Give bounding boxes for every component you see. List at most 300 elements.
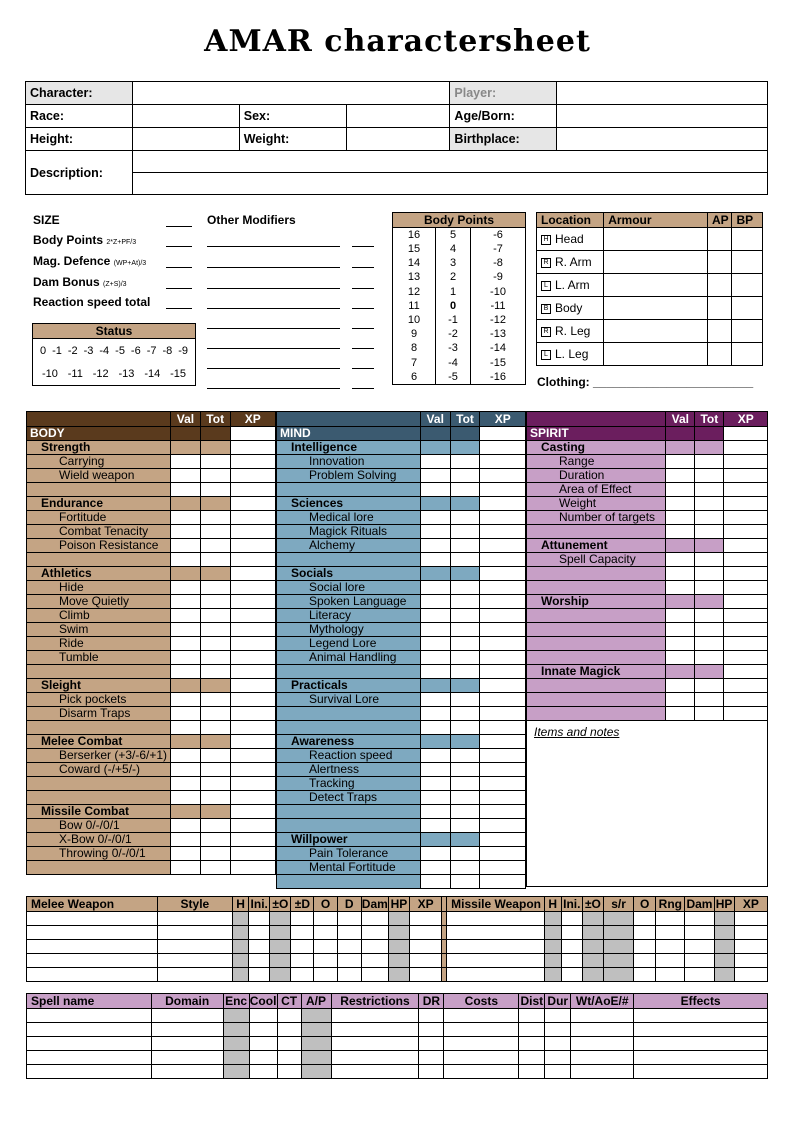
skill-value-cell[interactable] — [724, 651, 768, 665]
modifier-line[interactable] — [207, 267, 340, 268]
skill-value-cell[interactable] — [480, 581, 526, 595]
spell-cell[interactable] — [249, 1037, 277, 1051]
skill-value-cell[interactable] — [171, 749, 201, 763]
melee-cell[interactable] — [233, 940, 249, 954]
spell-cell[interactable] — [301, 1009, 331, 1023]
spell-cell[interactable] — [223, 1051, 249, 1065]
missile-cell[interactable] — [561, 940, 582, 954]
skill-value-cell[interactable] — [230, 623, 275, 637]
skill-value-cell[interactable] — [230, 777, 275, 791]
missile-cell[interactable] — [582, 926, 603, 940]
skill-value-cell[interactable] — [695, 651, 724, 665]
armour-cell[interactable] — [732, 343, 763, 366]
melee-cell[interactable] — [291, 926, 314, 940]
skill-value-cell[interactable] — [480, 833, 526, 847]
modifier-val-line[interactable] — [352, 328, 374, 329]
skill-value-cell[interactable] — [171, 833, 201, 847]
melee-cell[interactable] — [291, 940, 314, 954]
skill-value-cell[interactable] — [480, 609, 526, 623]
race-field[interactable] — [132, 105, 239, 128]
spell-cell[interactable] — [277, 1037, 301, 1051]
spell-cell[interactable] — [277, 1009, 301, 1023]
skill-value-cell[interactable] — [420, 875, 450, 889]
modifier-line[interactable] — [207, 328, 340, 329]
birthplace-field[interactable] — [557, 128, 768, 151]
skill-value-cell[interactable] — [480, 693, 526, 707]
skill-value-cell[interactable] — [695, 511, 724, 525]
melee-cell[interactable] — [27, 940, 158, 954]
skill-value-cell[interactable] — [480, 763, 526, 777]
rs-line[interactable] — [166, 308, 192, 309]
bp-cell[interactable]: -7 — [471, 242, 526, 256]
skill-value-cell[interactable] — [480, 497, 526, 511]
skill-value-cell[interactable] — [450, 609, 480, 623]
spell-cell[interactable] — [444, 1023, 519, 1037]
skill-value-cell[interactable] — [450, 539, 480, 553]
missile-cell[interactable] — [656, 926, 685, 940]
missile-cell[interactable] — [734, 940, 767, 954]
armour-cell[interactable] — [708, 251, 732, 274]
skill-value-cell[interactable] — [200, 637, 230, 651]
skill-value-cell[interactable] — [171, 525, 201, 539]
skill-value-cell[interactable] — [724, 609, 768, 623]
bp-line[interactable] — [166, 246, 192, 247]
missile-cell[interactable] — [634, 912, 656, 926]
description-field-2[interactable] — [132, 173, 767, 195]
skill-value-cell[interactable] — [420, 679, 450, 693]
skill-value-cell[interactable] — [171, 455, 201, 469]
skill-value-cell[interactable] — [230, 469, 275, 483]
skill-value-cell[interactable] — [450, 623, 480, 637]
skill-value-cell[interactable] — [666, 567, 695, 581]
skill-value-cell[interactable] — [666, 497, 695, 511]
status-value[interactable]: -15 — [170, 367, 187, 380]
skill-value-cell[interactable] — [724, 581, 768, 595]
skill-value-cell[interactable] — [450, 861, 480, 875]
bp-cell[interactable]: 1 — [436, 285, 471, 299]
spell-cell[interactable] — [331, 1051, 419, 1065]
armour-cell[interactable] — [604, 320, 708, 343]
melee-cell[interactable] — [337, 954, 361, 968]
melee-cell[interactable] — [409, 968, 441, 982]
skill-value-cell[interactable] — [695, 539, 724, 553]
bp-cell[interactable]: 8 — [393, 341, 436, 355]
skill-value-cell[interactable] — [200, 455, 230, 469]
melee-cell[interactable] — [27, 912, 158, 926]
missile-cell[interactable] — [544, 926, 561, 940]
skill-value-cell[interactable] — [480, 847, 526, 861]
skill-value-cell[interactable] — [200, 609, 230, 623]
skill-value-cell[interactable] — [230, 539, 275, 553]
status-value[interactable]: -14 — [144, 367, 161, 380]
missile-cell[interactable] — [714, 912, 734, 926]
bp-cell[interactable]: 11 — [393, 299, 436, 313]
melee-cell[interactable] — [337, 940, 361, 954]
skill-value-cell[interactable] — [230, 455, 275, 469]
missile-cell[interactable] — [656, 912, 685, 926]
modifier-line[interactable] — [207, 388, 340, 389]
missile-cell[interactable] — [656, 940, 685, 954]
skill-value-cell[interactable] — [171, 623, 201, 637]
skill-value-cell[interactable] — [666, 623, 695, 637]
skill-value-cell[interactable] — [724, 679, 768, 693]
spell-cell[interactable] — [249, 1051, 277, 1065]
skill-value-cell[interactable] — [420, 707, 450, 721]
skill-value-cell[interactable] — [230, 833, 275, 847]
melee-cell[interactable] — [361, 940, 388, 954]
skill-value-cell[interactable] — [230, 567, 275, 581]
skill-value-cell[interactable] — [450, 707, 480, 721]
spell-cell[interactable] — [634, 1023, 768, 1037]
status-value[interactable]: -2 — [67, 344, 78, 357]
melee-cell[interactable] — [291, 912, 314, 926]
skill-value-cell[interactable] — [450, 847, 480, 861]
skill-value-cell[interactable] — [420, 833, 450, 847]
spell-cell[interactable] — [545, 1051, 571, 1065]
skill-value-cell[interactable] — [420, 525, 450, 539]
melee-cell[interactable] — [233, 954, 249, 968]
skill-value-cell[interactable] — [230, 511, 275, 525]
bp-cell[interactable]: 13 — [393, 270, 436, 284]
missile-cell[interactable] — [714, 926, 734, 940]
skill-value-cell[interactable] — [200, 539, 230, 553]
spell-cell[interactable] — [249, 1065, 277, 1079]
armour-cell[interactable] — [708, 320, 732, 343]
spell-cell[interactable] — [301, 1065, 331, 1079]
skill-value-cell[interactable] — [200, 861, 230, 875]
melee-cell[interactable] — [157, 926, 232, 940]
skill-value-cell[interactable] — [171, 637, 201, 651]
skill-value-cell[interactable] — [695, 581, 724, 595]
skill-value-cell[interactable] — [230, 665, 275, 679]
spell-cell[interactable] — [634, 1037, 768, 1051]
modifier-val-line[interactable] — [352, 246, 374, 247]
armour-cell[interactable] — [732, 274, 763, 297]
spell-cell[interactable] — [519, 1037, 545, 1051]
skill-value-cell[interactable] — [666, 539, 695, 553]
skill-value-cell[interactable] — [480, 595, 526, 609]
skill-value-cell[interactable] — [230, 637, 275, 651]
bp-cell[interactable]: 2 — [436, 270, 471, 284]
bp-cell[interactable]: -1 — [436, 313, 471, 327]
skill-value-cell[interactable] — [480, 819, 526, 833]
skill-value-cell[interactable] — [200, 623, 230, 637]
melee-cell[interactable] — [361, 912, 388, 926]
skill-value-cell[interactable] — [480, 623, 526, 637]
missile-cell[interactable] — [603, 940, 633, 954]
skill-value-cell[interactable] — [420, 861, 450, 875]
missile-cell[interactable] — [714, 954, 734, 968]
skill-value-cell[interactable] — [171, 469, 201, 483]
skill-value-cell[interactable] — [420, 819, 450, 833]
missile-cell[interactable] — [447, 926, 545, 940]
melee-cell[interactable] — [291, 968, 314, 982]
missile-cell[interactable] — [603, 968, 633, 982]
status-value[interactable]: -4 — [99, 344, 110, 357]
skill-value-cell[interactable] — [420, 497, 450, 511]
spell-cell[interactable] — [519, 1065, 545, 1079]
spell-cell[interactable] — [419, 1023, 444, 1037]
bp-cell[interactable]: -10 — [471, 285, 526, 299]
spell-cell[interactable] — [545, 1023, 571, 1037]
skill-value-cell[interactable] — [666, 553, 695, 567]
skill-value-cell[interactable] — [230, 441, 275, 455]
bp-cell[interactable]: 9 — [393, 327, 436, 341]
description-field-1[interactable] — [132, 151, 767, 173]
skill-value-cell[interactable] — [420, 567, 450, 581]
db-line[interactable] — [166, 288, 192, 289]
spell-cell[interactable] — [444, 1009, 519, 1023]
melee-cell[interactable] — [270, 968, 291, 982]
bp-cell[interactable]: -2 — [436, 327, 471, 341]
skill-value-cell[interactable] — [230, 721, 275, 735]
melee-cell[interactable] — [314, 912, 337, 926]
bp-cell[interactable]: 7 — [393, 356, 436, 370]
melee-cell[interactable] — [409, 912, 441, 926]
status-value[interactable]: -8 — [162, 344, 173, 357]
skill-value-cell[interactable] — [420, 623, 450, 637]
missile-cell[interactable] — [685, 968, 714, 982]
skill-value-cell[interactable] — [200, 483, 230, 497]
bp-cell[interactable]: 15 — [393, 242, 436, 256]
missile-cell[interactable] — [634, 954, 656, 968]
skill-value-cell[interactable] — [666, 637, 695, 651]
missile-cell[interactable] — [685, 954, 714, 968]
spell-cell[interactable] — [301, 1037, 331, 1051]
skill-value-cell[interactable] — [480, 707, 526, 721]
skill-value-cell[interactable] — [230, 819, 275, 833]
skill-value-cell[interactable] — [230, 651, 275, 665]
weight-field[interactable] — [346, 128, 450, 151]
skill-value-cell[interactable] — [480, 525, 526, 539]
skill-value-cell[interactable] — [450, 875, 480, 889]
skill-value-cell[interactable] — [480, 679, 526, 693]
armour-cell[interactable] — [732, 297, 763, 320]
skill-value-cell[interactable] — [200, 819, 230, 833]
modifier-val-line[interactable] — [352, 348, 374, 349]
missile-cell[interactable] — [656, 968, 685, 982]
skill-value-cell[interactable] — [450, 693, 480, 707]
melee-cell[interactable] — [249, 968, 270, 982]
spell-cell[interactable] — [419, 1051, 444, 1065]
spell-cell[interactable] — [634, 1009, 768, 1023]
skill-value-cell[interactable] — [695, 567, 724, 581]
skill-value-cell[interactable] — [666, 651, 695, 665]
modifier-line[interactable] — [207, 288, 340, 289]
melee-cell[interactable] — [157, 940, 232, 954]
melee-cell[interactable] — [233, 912, 249, 926]
missile-cell[interactable] — [447, 954, 545, 968]
missile-cell[interactable] — [447, 912, 545, 926]
skill-value-cell[interactable] — [171, 595, 201, 609]
spell-cell[interactable] — [223, 1037, 249, 1051]
missile-cell[interactable] — [634, 940, 656, 954]
skill-value-cell[interactable] — [695, 497, 724, 511]
skill-value-cell[interactable] — [420, 469, 450, 483]
missile-cell[interactable] — [447, 968, 545, 982]
armour-cell[interactable] — [604, 228, 708, 251]
melee-cell[interactable] — [249, 912, 270, 926]
skill-value-cell[interactable] — [666, 469, 695, 483]
skill-value-cell[interactable] — [450, 483, 480, 497]
skill-value-cell[interactable] — [450, 567, 480, 581]
bp-cell[interactable]: 12 — [393, 285, 436, 299]
skill-value-cell[interactable] — [420, 455, 450, 469]
missile-cell[interactable] — [544, 968, 561, 982]
spell-cell[interactable] — [571, 1051, 634, 1065]
spell-cell[interactable] — [519, 1009, 545, 1023]
skill-value-cell[interactable] — [450, 651, 480, 665]
missile-cell[interactable] — [561, 954, 582, 968]
spell-cell[interactable] — [277, 1065, 301, 1079]
melee-cell[interactable] — [270, 912, 291, 926]
skill-value-cell[interactable] — [420, 763, 450, 777]
spell-cell[interactable] — [301, 1051, 331, 1065]
melee-cell[interactable] — [314, 968, 337, 982]
skill-value-cell[interactable] — [450, 665, 480, 679]
skill-value-cell[interactable] — [666, 609, 695, 623]
skill-value-cell[interactable] — [724, 455, 768, 469]
skill-value-cell[interactable] — [230, 581, 275, 595]
skill-value-cell[interactable] — [171, 609, 201, 623]
skill-value-cell[interactable] — [480, 721, 526, 735]
modifier-val-line[interactable] — [352, 368, 374, 369]
skill-value-cell[interactable] — [200, 721, 230, 735]
skill-value-cell[interactable] — [420, 665, 450, 679]
skill-value-cell[interactable] — [450, 553, 480, 567]
armour-cell[interactable] — [732, 320, 763, 343]
skill-value-cell[interactable] — [480, 805, 526, 819]
bp-cell[interactable]: -9 — [471, 270, 526, 284]
melee-cell[interactable] — [388, 968, 409, 982]
missile-cell[interactable] — [714, 968, 734, 982]
armour-cell[interactable] — [604, 251, 708, 274]
skill-value-cell[interactable] — [230, 805, 275, 819]
skill-value-cell[interactable] — [480, 511, 526, 525]
skill-value-cell[interactable] — [480, 861, 526, 875]
skill-value-cell[interactable] — [230, 707, 275, 721]
missile-cell[interactable] — [734, 954, 767, 968]
bp-cell[interactable]: 0 — [436, 299, 471, 313]
skill-value-cell[interactable] — [480, 875, 526, 889]
melee-cell[interactable] — [361, 954, 388, 968]
skill-value-cell[interactable] — [695, 441, 724, 455]
height-field[interactable] — [132, 128, 239, 151]
melee-cell[interactable] — [249, 926, 270, 940]
spell-cell[interactable] — [27, 1051, 152, 1065]
size-line[interactable] — [166, 226, 192, 227]
modifier-line[interactable] — [207, 246, 340, 247]
missile-cell[interactable] — [544, 912, 561, 926]
bp-cell[interactable]: 4 — [436, 242, 471, 256]
spell-cell[interactable] — [545, 1037, 571, 1051]
skill-value-cell[interactable] — [171, 679, 201, 693]
missile-cell[interactable] — [734, 968, 767, 982]
skill-value-cell[interactable] — [695, 693, 724, 707]
skill-value-cell[interactable] — [695, 679, 724, 693]
melee-cell[interactable] — [337, 968, 361, 982]
missile-cell[interactable] — [685, 940, 714, 954]
player-field[interactable] — [557, 82, 768, 105]
skill-value-cell[interactable] — [724, 665, 768, 679]
modifier-line[interactable] — [207, 368, 340, 369]
skill-value-cell[interactable] — [420, 595, 450, 609]
spell-cell[interactable] — [545, 1065, 571, 1079]
skill-value-cell[interactable] — [171, 539, 201, 553]
bp-cell[interactable]: -12 — [471, 313, 526, 327]
skill-value-cell[interactable] — [450, 455, 480, 469]
spell-cell[interactable] — [249, 1009, 277, 1023]
skill-value-cell[interactable] — [450, 763, 480, 777]
skill-value-cell[interactable] — [420, 511, 450, 525]
spell-cell[interactable] — [151, 1051, 223, 1065]
bp-cell[interactable]: 5 — [436, 228, 471, 243]
melee-cell[interactable] — [27, 968, 158, 982]
skill-value-cell[interactable] — [230, 609, 275, 623]
skill-value-cell[interactable] — [230, 595, 275, 609]
character-field[interactable] — [132, 82, 449, 105]
skill-value-cell[interactable] — [200, 595, 230, 609]
spell-cell[interactable] — [27, 1023, 152, 1037]
skill-value-cell[interactable] — [480, 483, 526, 497]
spell-cell[interactable] — [634, 1065, 768, 1079]
skill-value-cell[interactable] — [420, 539, 450, 553]
modifier-val-line[interactable] — [352, 288, 374, 289]
skill-value-cell[interactable] — [230, 735, 275, 749]
skill-value-cell[interactable] — [200, 679, 230, 693]
melee-cell[interactable] — [361, 968, 388, 982]
skill-value-cell[interactable] — [480, 567, 526, 581]
spell-cell[interactable] — [223, 1009, 249, 1023]
spell-cell[interactable] — [545, 1009, 571, 1023]
skill-value-cell[interactable] — [171, 805, 201, 819]
melee-cell[interactable] — [388, 954, 409, 968]
melee-cell[interactable] — [27, 954, 158, 968]
skill-value-cell[interactable] — [480, 539, 526, 553]
skill-value-cell[interactable] — [420, 847, 450, 861]
bp-cell[interactable]: 6 — [393, 370, 436, 385]
skill-value-cell[interactable] — [420, 637, 450, 651]
skill-value-cell[interactable] — [724, 511, 768, 525]
spell-cell[interactable] — [27, 1065, 152, 1079]
skill-value-cell[interactable] — [200, 511, 230, 525]
skill-value-cell[interactable] — [724, 693, 768, 707]
melee-cell[interactable] — [270, 954, 291, 968]
armour-cell[interactable] — [708, 228, 732, 251]
skill-value-cell[interactable] — [450, 595, 480, 609]
skill-value-cell[interactable] — [171, 707, 201, 721]
md-line[interactable] — [166, 267, 192, 268]
spell-cell[interactable] — [331, 1065, 419, 1079]
skill-value-cell[interactable] — [171, 693, 201, 707]
spell-cell[interactable] — [151, 1009, 223, 1023]
skill-value-cell[interactable] — [420, 735, 450, 749]
skill-value-cell[interactable] — [450, 791, 480, 805]
skill-value-cell[interactable] — [480, 637, 526, 651]
bp-cell[interactable]: -4 — [436, 356, 471, 370]
skill-value-cell[interactable] — [171, 511, 201, 525]
skill-value-cell[interactable] — [450, 805, 480, 819]
modifier-val-line[interactable] — [352, 388, 374, 389]
skill-value-cell[interactable] — [200, 777, 230, 791]
skill-value-cell[interactable] — [666, 511, 695, 525]
skill-value-cell[interactable] — [171, 483, 201, 497]
skill-value-cell[interactable] — [724, 623, 768, 637]
missile-cell[interactable] — [734, 926, 767, 940]
skill-value-cell[interactable] — [695, 665, 724, 679]
skill-value-cell[interactable] — [480, 651, 526, 665]
skill-value-cell[interactable] — [420, 581, 450, 595]
